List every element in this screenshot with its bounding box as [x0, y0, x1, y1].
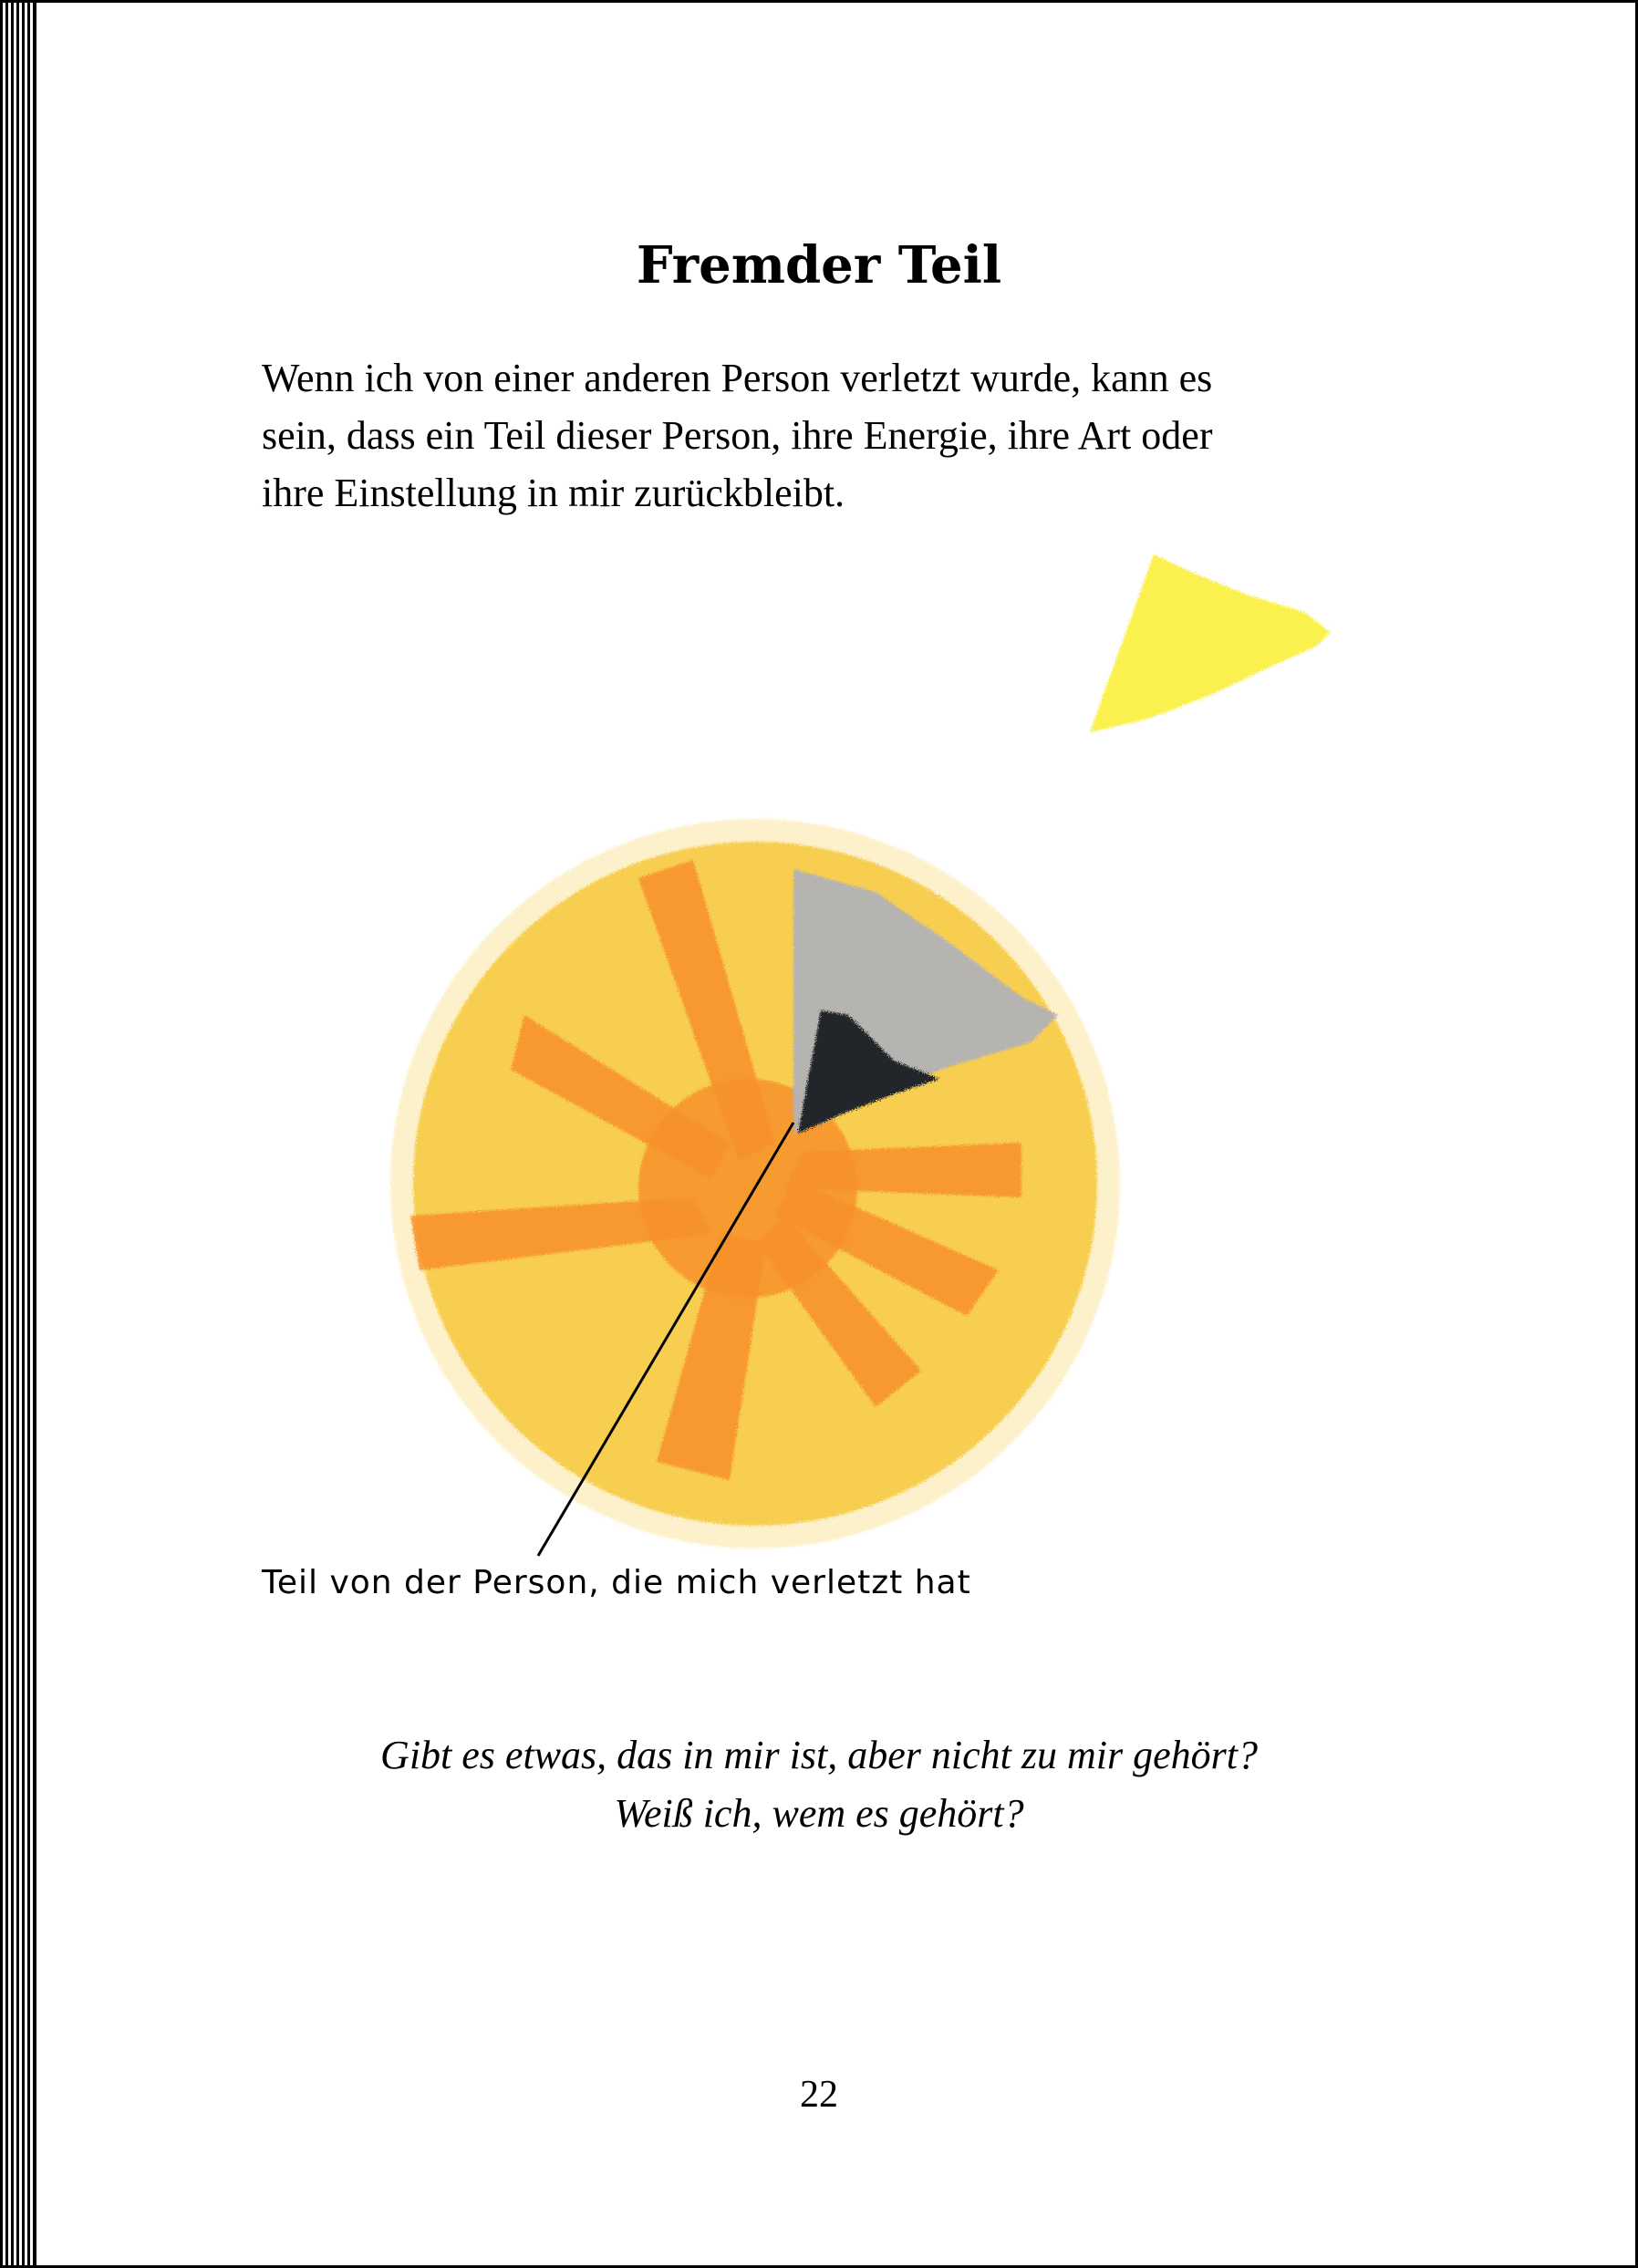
page-number: 22: [800, 2074, 838, 2116]
fragment-shape: [1090, 554, 1330, 732]
intro-line: sein, dass ein Teil dieser Person, ihre Energie, ihre Art oder: [262, 413, 1213, 458]
question-line: Gibt es etwas, das in mir ist, aber nicht zu mir gehört?: [380, 1733, 1258, 1777]
reflection-questions: [0, 1726, 1638, 1843]
question-line: Weiß ich, wem es gehört?: [614, 1791, 1024, 1836]
intro-line: ihre Einstellung in mir zurückbleibt.: [262, 471, 845, 515]
illustration-caption: Teil von der Person, die mich verletzt hat: [262, 1564, 971, 1601]
crayon-illustration: [0, 3, 1638, 2268]
intro-line: Wenn ich von einer anderen Person verletzt wurde, kann es: [262, 356, 1213, 400]
detached-yellow-fragment: [1090, 554, 1330, 732]
page-title: Fremder Teil: [636, 235, 1002, 295]
main-sun-drawing: [390, 819, 1120, 1548]
